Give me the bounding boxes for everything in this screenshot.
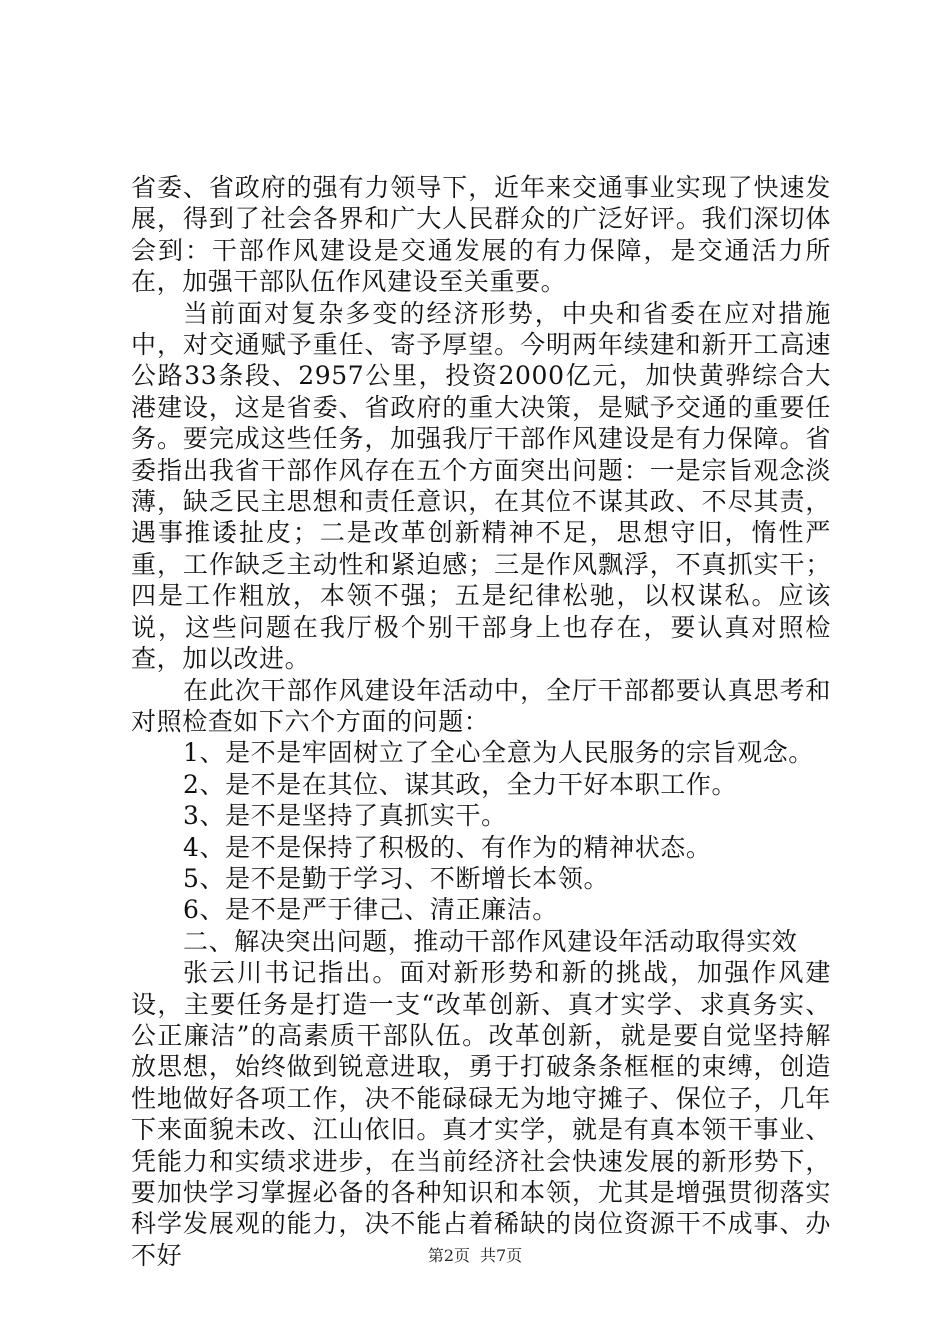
list-item-3: 3、是不是坚持了真抓实干。: [183, 801, 507, 831]
paragraph-continuation: 省委、省政府的强有力领导下，近年来交通事业实现了快速发展，得到了社会各界和广大人民群众的广泛好评。我们深切体会到：干部作风建设是交通发展的有力保障，是交通活力所在，加强干部队伍作风建设至关重要。: [131, 173, 831, 297]
paragraph-economic-situation: 当前面对复杂多变的经济形势，中央和省委在应对措施中，对交通赋予重任、寄予厚望。今明两年续建和新开工高速公路33条段、2957公里，投资2000亿元，加快黄骅综合大港建设，这是省委、省政府的重大决策，是赋予交通的重要任务。要完成这些任务，加强我厅干部作风建设是有力保障。省委指出我省干部作风存在五个方面突出问题：一是宗旨观念淡薄，缺乏民主思想和责任意识，在其位不谋其政、不尽其责，遇事推诿扯皮；二是改革创新精神不足，思想守旧，惰性严重，工作缺乏主动性和紧迫感；三是作风飘浮，不真抓实干；四是工作粗放，本领不强；五是纪律松驰，以权谋私。应该说，这些问题在我厅极个别干部身上也存在，要认真对照检查，加以改进。: [131, 298, 831, 674]
document-body: [131, 172, 831, 1271]
page-number-current: 第2页: [427, 1246, 470, 1265]
page-number-total: 共7页: [480, 1246, 523, 1265]
list-item-6: 6、是不是严于律己、清正廉洁。: [183, 895, 558, 925]
section-heading-2: 二、解决突出问题，推动干部作风建设年活动取得实效: [183, 926, 798, 956]
list-item-1: 1、是不是牢固树立了全心全意为人民服务的宗旨观念。: [183, 738, 814, 768]
paragraph-six-questions-intro: 在此次干部作风建设年活动中，全厅干部都要认真思考和对照检查如下六个方面的问题：: [131, 675, 831, 736]
list-item-2: 2、是不是在其位、谋其政，全力干好本职工作。: [183, 769, 738, 799]
list-item-4: 4、是不是保持了积极的、有作为的精神状态。: [183, 832, 712, 862]
list-item-5: 5、是不是勤于学习、不断增长本领。: [183, 863, 610, 893]
page-footer: [0, 1246, 950, 1266]
paragraph-secretary-remarks: 张云川书记指出。面对新形势和新的挑战，加强作风建设，主要任务是打造一支“改革创新、真才实学、求真务实、公正廉洁”的高素质干部队伍。改革创新，就是要自觉坚持解放思想，始终做到锐意进取，勇于打破条条框框的束缚，创造性地做好各项工作，决不能碌碌无为地守摊子、保位子，几年下来面貌未改、江山依旧。真才实学，就是有真本领干事业、凭能力和实绩求进步，在当前经济社会快速发展的新形势下，要加快学习掌握必备的各种知识和本领，尤其是增强贯彻落实科学发展观的能力，决不能占着稀缺的岗位资源干不成事、办不好: [131, 958, 831, 1270]
